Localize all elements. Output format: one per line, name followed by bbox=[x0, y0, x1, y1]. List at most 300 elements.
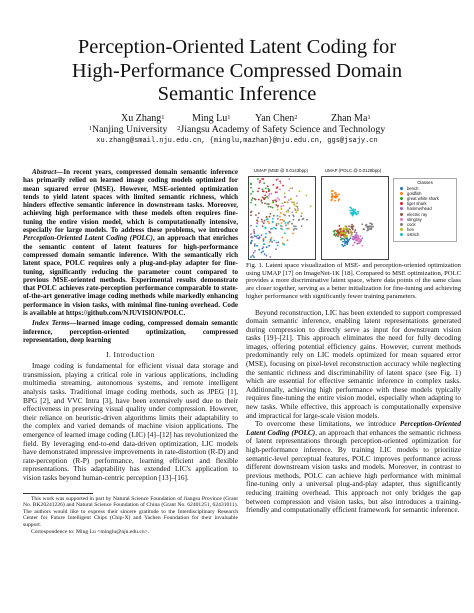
scatter-point bbox=[352, 208, 354, 210]
scatter-point bbox=[280, 225, 282, 227]
scatter-point bbox=[284, 196, 286, 198]
scatter-point bbox=[277, 218, 279, 220]
intro-paragraph: Image coding is fundamental for efficient visual data storage and transmission, playing a critical role in various applications, including multimedia streaming, autonomous systems, and remote intelligent analysis tasks. Traditional image coding methods, such as JPEG [1], BPG [2], and VVC Intra [3], have been extensively used due to their effectiveness in preserving visual quality under compression. However, their reliance on heuristic-driven algorithms limits their adaptability to the complex and varied demands of machine vision applications. The emergence of learned image coding (LIC) [4]–[12] has revolutionized the field. By leveraging end-to-end data-driven optimization, LIC models have demonstrated impressive improvements in rate-distortion (R-D) and rate-perception (R-P) performance, learning efficient and flexible representations. This adaptability has extended LIC's application to vision tasks beyond human-centric perception [13]–[16]. bbox=[23, 361, 238, 482]
scatter-polc bbox=[322, 177, 388, 259]
legend-swatch bbox=[400, 207, 403, 210]
legend-label: stingray bbox=[407, 216, 422, 222]
scatter-point bbox=[290, 187, 292, 189]
scatter-point bbox=[352, 229, 354, 231]
scatter-point bbox=[254, 245, 256, 247]
scatter-point bbox=[277, 178, 279, 180]
scatter-point bbox=[349, 210, 351, 212]
scatter-point bbox=[265, 255, 267, 257]
scatter-point bbox=[272, 218, 274, 220]
legend-swatch bbox=[400, 233, 403, 236]
scatter-point bbox=[344, 242, 346, 244]
scatter-point bbox=[372, 226, 374, 228]
scatter-point bbox=[262, 225, 264, 227]
scatter-point bbox=[254, 243, 256, 245]
scatter-point bbox=[354, 236, 356, 238]
scatter-point bbox=[252, 191, 254, 193]
plot-title-polc: UMAP (POLC @ 0.0128bpp) bbox=[324, 168, 382, 173]
scatter-point bbox=[250, 241, 252, 243]
scatter-point bbox=[251, 240, 253, 242]
scatter-point bbox=[366, 226, 368, 228]
scatter-point bbox=[291, 211, 293, 213]
scatter-point bbox=[361, 223, 363, 225]
scatter-point bbox=[347, 229, 349, 231]
scatter-point bbox=[270, 206, 272, 208]
scatter-point bbox=[344, 225, 346, 227]
legend-swatch bbox=[400, 197, 403, 200]
scatter-point bbox=[250, 233, 252, 235]
scatter-point bbox=[256, 222, 258, 224]
scatter-point bbox=[371, 224, 373, 226]
scatter-point bbox=[334, 200, 336, 202]
index-terms: Index Terms—learned image coding, compressed domain semantic inference, perception-oriented optimization, compressed representation, deep learning bbox=[23, 319, 238, 344]
scatter-point bbox=[343, 227, 345, 229]
scatter-point bbox=[250, 183, 252, 185]
author: Xu Zhang$^1$ bbox=[121, 113, 165, 124]
scatter-point bbox=[280, 206, 282, 208]
scatter-point bbox=[292, 187, 294, 189]
correspondence-footnote: Correspondence to: Ming Lu <minglu@nju.edu.cn>. bbox=[31, 528, 150, 535]
scatter-point bbox=[332, 190, 334, 192]
scatter-point bbox=[275, 204, 277, 206]
scatter-point bbox=[358, 238, 360, 240]
scatter-point bbox=[292, 201, 294, 203]
scatter-point bbox=[354, 242, 356, 244]
scatter-mse bbox=[249, 177, 315, 259]
legend-label: hen bbox=[407, 227, 414, 233]
scatter-point bbox=[351, 227, 353, 229]
scatter-point bbox=[288, 199, 290, 201]
scatter-point bbox=[268, 203, 270, 205]
scatter-point bbox=[353, 225, 355, 227]
scatter-point bbox=[360, 235, 362, 237]
scatter-point bbox=[281, 229, 283, 231]
scatter-point bbox=[264, 243, 266, 245]
scatter-point bbox=[267, 221, 269, 223]
scatter-point bbox=[261, 199, 263, 201]
scatter-point bbox=[340, 236, 342, 238]
scatter-point bbox=[281, 222, 283, 224]
scatter-point bbox=[263, 240, 265, 242]
scatter-point bbox=[276, 199, 278, 201]
scatter-point bbox=[345, 228, 347, 230]
scatter-point bbox=[268, 222, 270, 224]
legend-swatch bbox=[400, 202, 403, 205]
scatter-point bbox=[342, 241, 344, 243]
scatter-point bbox=[285, 224, 287, 226]
scatter-point bbox=[264, 195, 266, 197]
scatter-point bbox=[369, 228, 371, 230]
scatter-point bbox=[269, 256, 271, 258]
affiliation: Nanjing University bbox=[92, 124, 168, 135]
scatter-point bbox=[261, 234, 263, 236]
scatter-point bbox=[286, 228, 288, 230]
title-line-1: Perception-Oriented Latent Coding for bbox=[77, 36, 397, 58]
scatter-point bbox=[280, 219, 282, 221]
figure-caption: Fig. 1. Latent space visualization of MSE- and perception-oriented optimization using UMAP [17] on ImageNet-1K [18]. Compared to MSE optimization, POLC provides a more discriminative latent space, where data points of the same class are closer together, serving as a better initialization for fine-tuning and achieving higher performance with significantly fewer training parameters. bbox=[246, 262, 461, 300]
scatter-point bbox=[284, 232, 286, 234]
scatter-point bbox=[273, 227, 275, 229]
legend-swatch bbox=[400, 213, 403, 216]
scatter-point bbox=[258, 188, 260, 190]
scatter-point bbox=[338, 232, 340, 234]
legend-label: tiger shark bbox=[407, 201, 427, 207]
scatter-point bbox=[257, 217, 259, 219]
scatter-point bbox=[356, 214, 358, 216]
scatter-point bbox=[277, 209, 279, 211]
affiliations: $^1$Nanjing University $^2$Jiangsu Academy of Safety Science and Technology bbox=[88, 124, 386, 135]
scatter-point bbox=[250, 225, 252, 227]
scatter-point bbox=[352, 212, 354, 214]
scatter-point bbox=[340, 239, 342, 241]
scatter-point bbox=[278, 242, 280, 244]
scatter-point bbox=[287, 209, 289, 211]
scatter-point bbox=[271, 241, 273, 243]
scatter-point bbox=[338, 225, 340, 227]
funding-footnote: This work was supported in part by Natural Science Foundation of Jiangsu Province (Grant No. BK20241226) and Natural Science Foundation of China (Grant No. 62401251, 62431011). The authors would like to express their sincere gratitude to the Interdisciplinary Research Center for Future Intelligent Chips (Chip-X) and Yachen Foundation for their invaluable support. bbox=[23, 495, 238, 528]
scatter-point bbox=[295, 226, 297, 228]
scatter-point bbox=[250, 187, 252, 189]
scatter-point bbox=[289, 221, 291, 223]
scatter-point bbox=[293, 225, 295, 227]
affiliation: Jiangsu Academy of Safety Science and Technology bbox=[180, 124, 386, 135]
scatter-point bbox=[352, 236, 354, 238]
scatter-point bbox=[354, 229, 356, 231]
scatter-point bbox=[261, 221, 263, 223]
author: Yan Chen$^2$ bbox=[255, 113, 298, 124]
scatter-point bbox=[354, 239, 356, 241]
right-column bbox=[246, 168, 461, 515]
scatter-point bbox=[284, 192, 286, 194]
scatter-point bbox=[263, 182, 265, 184]
scatter-point bbox=[263, 198, 265, 200]
scatter-point bbox=[283, 243, 285, 245]
scatter-point bbox=[356, 232, 358, 234]
scatter-point bbox=[265, 188, 267, 190]
scatter-point bbox=[282, 202, 284, 204]
scatter-point bbox=[336, 234, 338, 236]
scatter-point bbox=[268, 190, 270, 192]
scatter-point bbox=[279, 181, 281, 183]
scatter-point bbox=[331, 199, 333, 201]
scatter-point bbox=[272, 200, 274, 202]
scatter-point bbox=[301, 225, 303, 227]
scatter-point bbox=[337, 229, 339, 231]
scatter-point bbox=[296, 195, 298, 197]
scatter-point bbox=[253, 252, 255, 254]
scatter-point bbox=[256, 245, 258, 247]
scatter-point bbox=[354, 231, 356, 233]
scatter-point bbox=[335, 194, 337, 196]
scatter-point bbox=[265, 236, 267, 238]
scatter-point bbox=[271, 237, 273, 239]
scatter-point bbox=[275, 248, 277, 250]
scatter-point bbox=[277, 245, 279, 247]
scatter-point bbox=[257, 234, 259, 236]
scatter-point bbox=[343, 245, 345, 247]
scatter-point bbox=[350, 237, 352, 239]
scatter-point bbox=[267, 188, 269, 190]
scatter-point bbox=[350, 230, 352, 232]
scatter-point bbox=[279, 188, 281, 190]
scatter-point bbox=[288, 211, 290, 213]
body-paragraph: Beyond reconstruction, LIC has been extended to support compressed domain semantic inference, enabling latent representations generated during compression to directly serve as input for downstream vision tasks [19]–[21]. This approach eliminates the need for fully decoding images, offering potential efficiency gains. However, current methods predominantly rely on LIC models optimized for mean squared error (MSE), focusing on pixel-level reconstruction accuracy while neglecting the semantic richness and discriminability of latent space (see Fig. 1) which are essential for effective semantic inference in complex tasks. Additionally, achieving high performance with these models typically requires fine-tuning the entire vision model, especially when adapting to new tasks. While effective, this approach is computationally expensive and impractical for large-scale vision models. bbox=[246, 307, 461, 420]
title-line-2: High-Performance Compressed Domain bbox=[71, 59, 403, 82]
scatter-point bbox=[347, 241, 349, 243]
scatter-point bbox=[354, 209, 356, 211]
scatter-point bbox=[250, 256, 252, 258]
scatter-point bbox=[250, 202, 252, 204]
left-column bbox=[23, 168, 238, 535]
scatter-point bbox=[252, 255, 254, 257]
scatter-point bbox=[279, 216, 281, 218]
scatter-point bbox=[357, 234, 359, 236]
scatter-point bbox=[255, 199, 257, 201]
scatter-point bbox=[275, 228, 277, 230]
scatter-point bbox=[287, 239, 289, 241]
legend-title: Classes bbox=[417, 180, 433, 185]
abstract: Abstract—In recent years, compressed domain semantic inference has primarily relied on learned image coding models optimized for mean squared error (MSE). However, MSE-oriented optimization tends to yield latent spaces with limited semantic richness, which hinders effective semantic inference in downstream tasks. Moreover, achieving high performance with these models often requires fine-tuning the entire vision model, which is computationally intensive, especially for large models. To address these problems, we introduce Perception-Oriented Latent Coding (POLC), an approach that enriches the semantic content of latent features for high-performance compressed domain semantic inference. With the semantically rich latent space, POLC requires only a plug-and-play adapter for fine-tuning, significantly reducing the parameter count compared to previous MSE-oriented methods. Experimental results demonstrate that POLC achieves rate-perception performance comparable to state-of-the-art generative image coding methods while markedly enhancing performance in vision tasks, with minimal fine-tuning overhead. Code is available at https://github.com/NJUVISION/POLC. bbox=[23, 168, 238, 318]
scatter-point bbox=[287, 201, 289, 203]
scatter-point bbox=[256, 226, 258, 228]
scatter-point bbox=[331, 197, 333, 199]
body-paragraph: To overcome these limitations, we introduce Perception-Oriented Latent Coding (POLC), an approach that enhances the semantic richness of latent representations through perception-oriented optimization for high-performance inference. By training LIC models to prioritize semantic-level perceptual features, POLC improves performance across different downstream vision tasks and models. Moreover, in contrast to previous methods, POLC can achieve high performance with minimal fine-tuning only a universal plug-and-play adapter, thus significantly reducing training overhead. This approach not only bridges the gap between compression and vision tasks, but also introduces a training-friendly and computationally efficient framework for semantic inference. bbox=[246, 419, 461, 515]
scatter-point bbox=[256, 237, 258, 239]
scatter-point bbox=[251, 236, 253, 238]
scatter-point bbox=[289, 207, 291, 209]
scatter-point bbox=[266, 203, 268, 205]
scatter-point bbox=[276, 225, 278, 227]
scatter-point bbox=[346, 237, 348, 239]
scatter-point bbox=[282, 205, 284, 207]
scatter-point bbox=[261, 202, 263, 204]
scatter-point bbox=[266, 191, 268, 193]
scatter-point bbox=[277, 186, 279, 188]
scatter-point bbox=[266, 219, 268, 221]
scatter-point bbox=[272, 207, 274, 209]
scatter-point bbox=[348, 232, 350, 234]
scatter-point bbox=[281, 208, 283, 210]
scatter-point bbox=[277, 215, 279, 217]
scatter-point bbox=[341, 244, 343, 246]
scatter-point bbox=[296, 202, 298, 204]
scatter-point bbox=[273, 215, 275, 217]
scatter-point bbox=[264, 253, 266, 255]
scatter-point bbox=[297, 210, 299, 212]
legend-label: ostrich bbox=[407, 232, 420, 238]
scatter-point bbox=[262, 191, 264, 193]
scatter-point bbox=[254, 233, 256, 235]
scatter-point bbox=[295, 205, 297, 207]
scatter-point bbox=[352, 244, 354, 246]
scatter-point bbox=[261, 219, 263, 221]
scatter-point bbox=[270, 193, 272, 195]
scatter-point bbox=[306, 195, 308, 197]
scatter-point bbox=[300, 215, 302, 217]
scatter-point bbox=[280, 212, 282, 214]
scatter-point bbox=[285, 222, 287, 224]
scatter-point bbox=[252, 197, 254, 199]
scatter-point bbox=[351, 232, 353, 234]
legend-swatch bbox=[400, 218, 403, 221]
scatter-point bbox=[253, 229, 255, 231]
scatter-point bbox=[334, 196, 336, 198]
author: Zhan Ma$^1$ bbox=[331, 113, 371, 124]
scatter-point bbox=[350, 212, 352, 214]
scatter-point bbox=[253, 231, 255, 233]
scatter-point bbox=[268, 195, 270, 197]
scatter-point bbox=[366, 224, 368, 226]
class-legend bbox=[393, 178, 457, 242]
paper-title bbox=[30, 36, 444, 107]
scatter-point bbox=[352, 238, 354, 240]
scatter-point bbox=[264, 220, 266, 222]
scatter-point bbox=[267, 185, 269, 187]
scatter-point bbox=[273, 184, 275, 186]
scatter-point bbox=[346, 243, 348, 245]
scatter-point bbox=[334, 233, 336, 235]
scatter-point bbox=[344, 244, 346, 246]
scatter-point bbox=[306, 219, 308, 221]
scatter-point bbox=[257, 178, 259, 180]
scatter-point bbox=[270, 213, 272, 215]
scatter-point bbox=[293, 204, 295, 206]
scatter-point bbox=[351, 224, 353, 226]
scatter-point bbox=[251, 199, 253, 201]
scatter-point bbox=[278, 199, 280, 201]
scatter-point bbox=[263, 178, 265, 180]
plot-title-mse: UMAP (MSE @ 0.0143bpp) bbox=[254, 168, 308, 173]
scatter-point bbox=[351, 234, 353, 236]
scatter-point bbox=[296, 228, 298, 230]
scatter-point bbox=[349, 207, 351, 209]
scatter-point bbox=[362, 245, 364, 247]
scatter-point bbox=[368, 225, 370, 227]
scatter-point bbox=[345, 232, 347, 234]
scatter-point bbox=[262, 188, 264, 190]
scatter-point bbox=[268, 245, 270, 247]
legend-swatch bbox=[400, 223, 403, 226]
scatter-point bbox=[290, 198, 292, 200]
scatter-point bbox=[338, 198, 340, 200]
author-emails: xu.zhang@smail.nju.edu.cn, {minglu,mazhan}@nju.edu.cn, ggs@jsajy.cn bbox=[96, 137, 378, 145]
scatter-point bbox=[255, 204, 257, 206]
scatter-point bbox=[273, 240, 275, 242]
scatter-point bbox=[282, 237, 284, 239]
author: Ming Lu$^1$ bbox=[192, 113, 231, 124]
scatter-point bbox=[250, 212, 252, 214]
legend-label: cock bbox=[407, 221, 416, 227]
footnote-divider bbox=[23, 493, 93, 494]
scatter-point bbox=[331, 193, 333, 195]
title-line-3: Semantic Inference bbox=[157, 83, 317, 105]
scatter-point bbox=[299, 190, 301, 192]
scatter-point bbox=[258, 237, 260, 239]
scatter-point bbox=[367, 229, 369, 231]
scatter-point bbox=[284, 214, 286, 216]
scatter-point bbox=[250, 193, 252, 195]
scatter-point bbox=[272, 202, 274, 204]
scatter-point bbox=[284, 201, 286, 203]
scatter-point bbox=[258, 199, 260, 201]
legend-label: goldfish bbox=[407, 190, 422, 196]
scatter-point bbox=[282, 219, 284, 221]
scatter-point bbox=[277, 205, 279, 207]
scatter-point bbox=[293, 219, 295, 221]
scatter-point bbox=[263, 238, 265, 240]
scatter-point bbox=[298, 219, 300, 221]
scatter-point bbox=[266, 246, 268, 248]
scatter-point bbox=[272, 222, 274, 224]
scatter-point bbox=[268, 206, 270, 208]
scatter-point bbox=[253, 256, 255, 258]
scatter-point bbox=[357, 211, 359, 213]
scatter-point bbox=[338, 234, 340, 236]
legend-label: electric ray bbox=[407, 211, 428, 217]
scatter-point bbox=[277, 197, 279, 199]
scatter-point bbox=[255, 214, 257, 216]
scatter-point bbox=[269, 193, 271, 195]
scatter-point bbox=[361, 237, 363, 239]
scatter-point bbox=[263, 246, 265, 248]
scatter-point bbox=[269, 231, 271, 233]
section-heading-introduction: I. Introduction bbox=[106, 350, 155, 360]
scatter-point bbox=[369, 222, 371, 224]
scatter-point bbox=[294, 208, 296, 210]
scatter-point bbox=[338, 193, 340, 195]
scatter-point bbox=[271, 228, 273, 230]
legend-label: bench bbox=[407, 185, 419, 191]
scatter-point bbox=[267, 197, 269, 199]
scatter-point bbox=[266, 216, 268, 218]
legend-swatch bbox=[400, 187, 403, 190]
scatter-point bbox=[259, 180, 261, 182]
scatter-point bbox=[341, 231, 343, 233]
scatter-point bbox=[255, 236, 257, 238]
scatter-point bbox=[357, 213, 359, 215]
scatter-point bbox=[357, 239, 359, 241]
scatter-point bbox=[348, 225, 350, 227]
scatter-point bbox=[278, 223, 280, 225]
legend-label: hammerhead bbox=[407, 206, 432, 212]
umap-plot-mse bbox=[248, 176, 316, 260]
scatter-point bbox=[288, 190, 290, 192]
scatter-point bbox=[286, 211, 288, 213]
scatter-point bbox=[257, 191, 259, 193]
scatter-point bbox=[345, 236, 347, 238]
scatter-point bbox=[335, 192, 337, 194]
scatter-point bbox=[301, 212, 303, 214]
scatter-point bbox=[276, 242, 278, 244]
scatter-point bbox=[283, 220, 285, 222]
scatter-point bbox=[288, 178, 290, 180]
scatter-point bbox=[276, 192, 278, 194]
scatter-point bbox=[258, 212, 260, 214]
scatter-point bbox=[261, 252, 263, 254]
scatter-point bbox=[355, 212, 357, 214]
scatter-point bbox=[264, 203, 266, 205]
scatter-point bbox=[292, 214, 294, 216]
legend-label: great white shark bbox=[407, 195, 439, 201]
scatter-point bbox=[256, 219, 258, 221]
scatter-point bbox=[293, 229, 295, 231]
scatter-point bbox=[263, 222, 265, 224]
scatter-point bbox=[295, 212, 297, 214]
